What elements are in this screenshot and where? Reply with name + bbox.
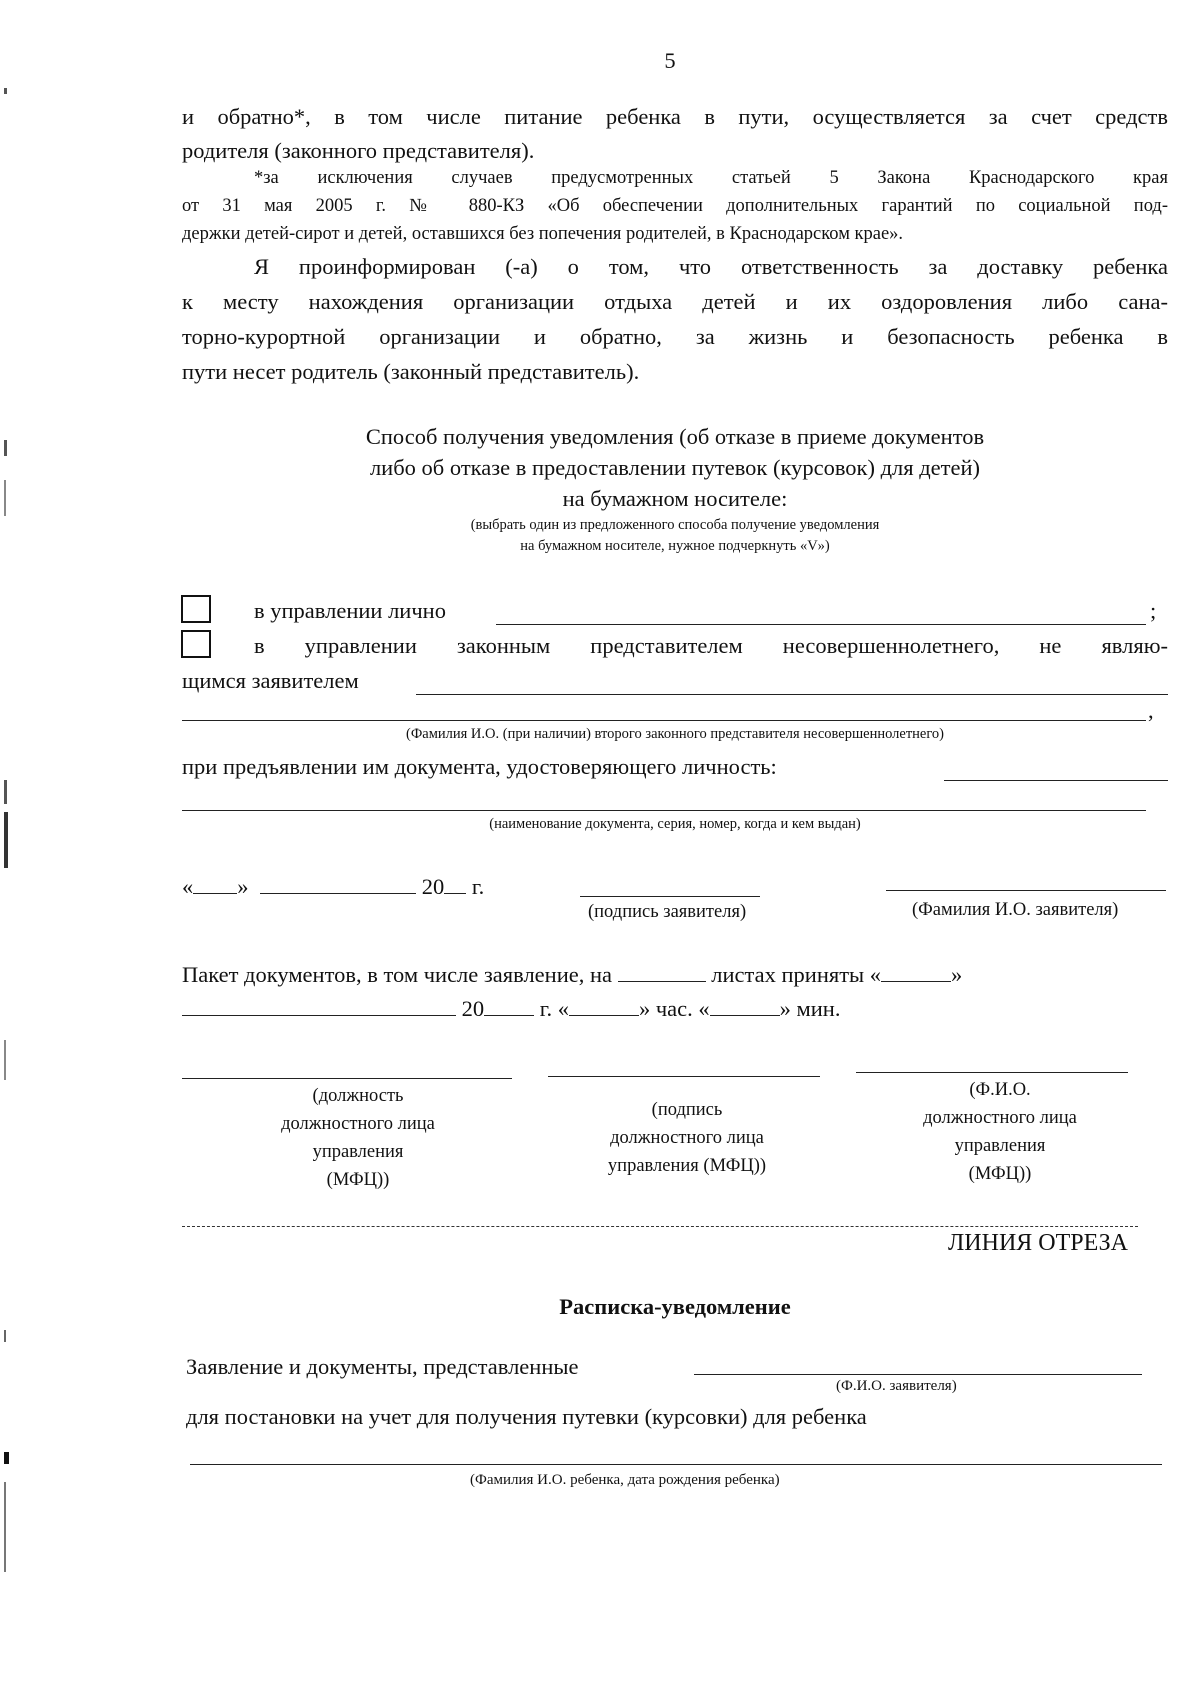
receipt-line: Заявление и документы, представленные	[186, 1354, 579, 1379]
receipt-line: для постановки на учет для получения путевки (курсовки) для ребенка	[186, 1404, 867, 1429]
date-year-suffix: г.	[471, 874, 485, 899]
scan-mark	[4, 1330, 6, 1342]
caption-line: (должность	[312, 1086, 404, 1106]
official-signature-field[interactable]	[548, 1076, 820, 1077]
responsibility-line: Я проинформирован (-а) о том, что ответственность за доставку ребенка	[254, 254, 1168, 279]
notice-method-heading: либо об отказе в предоставлении путевок (курсовок) для детей)	[369, 455, 981, 480]
caption-line: (МФЦ))	[968, 1164, 1032, 1184]
responsibility-line: к месту нахождения организации отдыха детей и их оздоровления либо сана-	[182, 289, 1168, 314]
acceptance-line-2	[182, 992, 840, 1026]
caption-line: управления	[954, 1136, 1046, 1156]
official-position-caption	[232, 1082, 484, 1194]
caption-line: (подпись	[651, 1100, 723, 1120]
receipt-title: Расписка-уведомление	[559, 1294, 791, 1319]
applicant-signature-caption: (подпись заявителя)	[588, 902, 747, 922]
acceptance-text: » мин.	[779, 996, 841, 1021]
applicant-name-field[interactable]	[886, 890, 1166, 891]
id-document-label: при предъявлении им документа, удостоверяющего личность:	[182, 754, 777, 779]
representative-caption: (Фамилия И.О. (при наличии) второго законного представителя несовершеннолетнего)	[405, 726, 945, 742]
date-quote-close: »	[237, 874, 249, 899]
acceptance-text: Пакет документов, в том числе заявление, на	[182, 962, 613, 987]
receipt-applicant-caption: (Ф.И.О. заявителя)	[836, 1378, 957, 1394]
scan-mark	[4, 1482, 6, 1572]
date-month-field[interactable]	[260, 873, 416, 894]
date-year-prefix: 20	[421, 874, 445, 899]
option-representative-checkbox[interactable]	[181, 630, 211, 658]
caption-line: (МФЦ))	[326, 1170, 390, 1190]
date-quote-open: «	[182, 874, 194, 899]
scan-mark	[4, 440, 7, 456]
date-year-field[interactable]	[444, 873, 466, 894]
representative-comma: ,	[1148, 698, 1154, 723]
notice-method-hint: на бумажном носителе, нужное подчеркнуть «V»)	[520, 538, 830, 554]
date-day-field[interactable]	[193, 873, 237, 894]
option-representative-label: щимся заявителем	[182, 668, 359, 693]
official-name-caption	[872, 1076, 1128, 1188]
acceptance-year-field[interactable]	[484, 995, 534, 1016]
option-personal-checkbox[interactable]	[181, 595, 211, 623]
acceptance-text: г. «	[539, 996, 569, 1021]
caption-line: (Ф.И.О.	[969, 1080, 1031, 1100]
scan-mark	[4, 1452, 9, 1464]
scan-mark	[4, 812, 8, 868]
applicant-name-caption: (Фамилия И.О. заявителя)	[912, 900, 1119, 920]
option-personal-field[interactable]	[496, 624, 1146, 625]
representative-name-field[interactable]	[416, 694, 1168, 695]
caption-line: должностного лица	[281, 1114, 435, 1134]
responsibility-line: пути несет родитель (законный представитель).	[182, 359, 640, 384]
scan-mark	[4, 480, 6, 516]
acceptance-text: листах приняты «	[711, 962, 882, 987]
acceptance-minute-field[interactable]	[710, 995, 780, 1016]
representative-name-field-2[interactable]	[182, 720, 1146, 721]
acceptance-month-field[interactable]	[182, 995, 456, 1016]
acceptance-line-1	[182, 958, 962, 992]
page-number: 5	[664, 48, 676, 73]
id-document-field-2[interactable]	[182, 810, 1146, 811]
caption-line: управления	[312, 1142, 404, 1162]
caption-line: должностного лица	[923, 1108, 1077, 1128]
acceptance-year: 20	[461, 996, 485, 1021]
applicant-signature-field[interactable]	[580, 896, 760, 897]
footnote-line: *за исключения случаев предусмотренных статьей 5 Закона Краснодарского края	[254, 168, 1168, 188]
acceptance-day-field[interactable]	[881, 961, 951, 982]
responsibility-line: торно-курортной организации и обратно, за жизнь и безопасность ребенка в	[182, 324, 1168, 349]
scan-mark	[4, 1040, 6, 1080]
caption-line: должностного лица	[610, 1128, 764, 1148]
official-position-field[interactable]	[182, 1078, 512, 1079]
acceptance-hour-field[interactable]	[569, 995, 639, 1016]
notice-method-heading: на бумажном носителе:	[562, 486, 788, 511]
option-representative-label: в управлении законным представителем несовершеннолетнего, не являю-	[254, 633, 1168, 658]
notice-method-hint: (выбрать один из предложенного способа получение уведомления	[470, 517, 880, 533]
scan-mark	[4, 88, 7, 94]
receipt-child-field[interactable]	[190, 1464, 1162, 1465]
option-personal-label: в управлении лично	[254, 598, 446, 623]
footnote-line: от 31 мая 2005 г. № 880-КЗ «Об обеспечении дополнительных гарантий по социальной под-	[182, 196, 1168, 216]
intro-line: родителя (законного представителя).	[182, 138, 535, 163]
date-field	[182, 870, 484, 904]
footnote-line: держки детей-сирот и детей, оставшихся без попечения родителей, в Краснодарском крае».	[182, 224, 904, 244]
receipt-child-caption: (Фамилия И.О. ребенка, дата рождения ребенка)	[470, 1472, 780, 1488]
notice-method-heading: Способ получения уведомления (об отказе в приеме документов	[365, 424, 985, 449]
acceptance-text: »	[951, 962, 963, 987]
receipt-applicant-field[interactable]	[694, 1374, 1142, 1375]
official-name-field[interactable]	[856, 1072, 1128, 1073]
id-document-field[interactable]	[944, 780, 1168, 781]
cut-line-label: ЛИНИЯ ОТРЕЗА	[948, 1230, 1128, 1256]
scan-mark	[4, 780, 7, 804]
caption-line: управления (МФЦ))	[607, 1156, 767, 1176]
acceptance-pages-field[interactable]	[618, 961, 706, 982]
intro-line: и обратно*, в том числе питание ребенка в пути, осуществляется за счет средств	[182, 104, 1168, 129]
option-personal-end: ;	[1150, 598, 1157, 623]
acceptance-text: » час. «	[638, 996, 710, 1021]
official-signature-caption	[556, 1096, 818, 1180]
id-document-caption: (наименование документа, серия, номер, когда и кем выдан)	[489, 816, 861, 832]
